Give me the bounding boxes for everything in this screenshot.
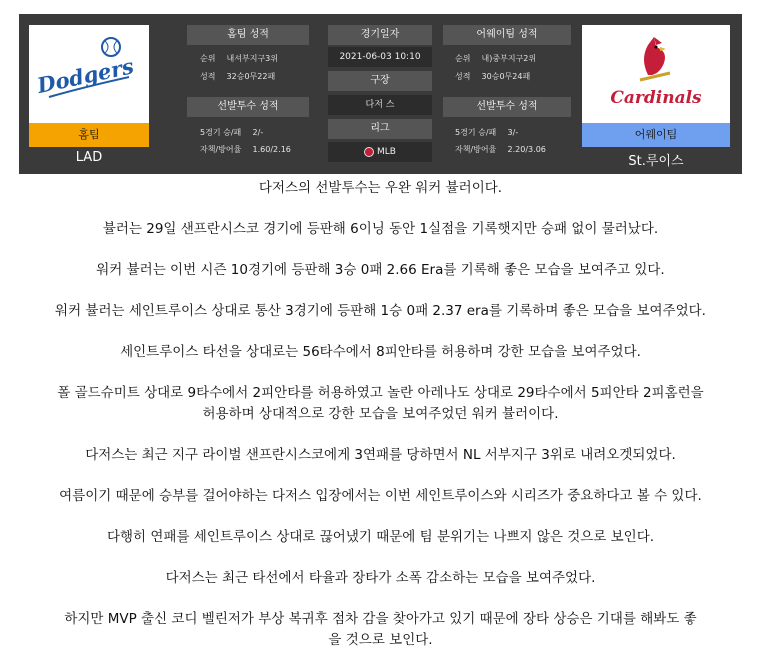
- away-pitcher-header: 선발투수 성적: [443, 97, 571, 117]
- cardinals-logo-icon: [582, 25, 730, 123]
- home-record-header: 홈팀 성적: [187, 25, 309, 45]
- away-rank-label: 순위: [455, 54, 471, 63]
- home-team-logo: [29, 25, 149, 123]
- article-paragraph: 뷸러는 29일 샌프란시스코 경기에 등판해 6이닝 동안 1실점을 기록햇지만 승패 없이 물러났다.: [102, 221, 659, 237]
- article-paragraph: 워커 뷸러는 이번 시즌 10경기에 등판해 3승 0패 2.66 Era를 기록해 좋은 모습을 보여주고 있다.: [96, 262, 665, 278]
- home-rank-label: 순위: [200, 54, 216, 63]
- article-paragraph: 폴 골드슈미트 상대로 9타수에서 2피안타를 허용하였고 놀란 아레나도 상대로 29타수에서 5피안타 2피홈런을: [57, 385, 704, 401]
- article-body: [0, 178, 761, 651]
- away-pitcher-era-label: 자책/방어율: [455, 145, 497, 154]
- article-paragraph: 하지만 MVP 출신 코디 벨린저가 부상 복귀후 점차 감을 찾아가고 있기 때문에 장타 상승은 기대를 해봐도 좋: [64, 611, 697, 627]
- away-record-row: [455, 69, 571, 85]
- article-paragraph: 다저스는 최근 타선에서 타율과 장타가 소폭 감소하는 모습을 보여주었다.: [165, 570, 596, 586]
- article-paragraph: 여름이기 때문에 승부를 걸어야하는 다저스 입장에서는 이번 세인트루이스와 시리즈가 중요하다고 볼 수 있다.: [59, 488, 702, 504]
- away-pitcher-games-value: 3/-: [507, 128, 519, 137]
- stadium-header: 구장: [328, 71, 432, 91]
- home-role-bar: 홈팀: [29, 123, 149, 147]
- article-paragraph: 다행히 연패를 세인트루이스 상대로 끊어냈기 때문에 팀 분위기는 나쁘지 않은 것으로 보인다.: [106, 529, 655, 545]
- stadium-value: 다저 스: [328, 95, 432, 115]
- home-pitcher-games-value: 2/-: [252, 128, 264, 137]
- article-paragraph: 허용하며 상대적으로 강한 모습을 보여주었던 워커 뷸러이다.: [202, 406, 559, 422]
- article-paragraph: 세인트루이스 타선을 상대로는 56타수에서 8피안타를 허용하며 강한 모습을 보여주었다.: [120, 344, 641, 360]
- home-pitcher-era-label: 자책/방어율: [200, 145, 242, 154]
- away-team-name: St.루이스: [628, 154, 684, 169]
- away-pitcher-games-row: [455, 125, 571, 141]
- home-rank-value: 내셔부지구3위: [226, 54, 279, 63]
- home-pitcher-era-row: [200, 142, 310, 158]
- dodgers-wordmark: Dodgers: [34, 53, 136, 99]
- mlb-icon: [364, 147, 374, 157]
- away-record-header: 어웨이팀 성적: [443, 25, 571, 45]
- cardinals-wordmark: Cardinals: [610, 88, 702, 108]
- article-paragraph: 다저스의 선발투수는 우완 워커 뷸러이다.: [258, 180, 503, 196]
- home-pitcher-header: 선발투수 성적: [187, 97, 309, 117]
- home-pitcher-games-label: 5경기 승/패: [200, 128, 242, 137]
- away-record-value: 30승0무24패: [481, 72, 531, 81]
- home-pitcher-era-value: 1.60/2.16: [252, 145, 291, 154]
- home-record-value: 32승0무22패: [226, 72, 276, 81]
- away-rank-row: [455, 51, 571, 67]
- league-value: MLB: [377, 147, 396, 157]
- away-pitcher-era-value: 2.20/3.06: [507, 145, 546, 154]
- dodgers-logo-icon: [29, 25, 149, 123]
- match-info-board: [19, 14, 742, 174]
- home-record-row: [200, 69, 310, 85]
- article-paragraph: 을 것으로 보인다.: [328, 632, 433, 648]
- article-paragraph: 다저스는 최근 지구 라이벌 샌프란시스코에게 3연패를 당하면서 NL 서부지구 3위로 내려오겟되었다.: [85, 447, 676, 463]
- article-paragraph: 워커 뷸러는 세인트루이스 상대로 통산 3경기에 등판해 1승 0패 2.37 era를 기록하며 좋은 모습을 보여주었다.: [55, 303, 706, 319]
- away-pitcher-games-label: 5경기 승/패: [455, 128, 497, 137]
- league-row: [328, 142, 432, 162]
- league-header: 리그: [328, 119, 432, 139]
- away-rank-value: 내)중부지구2위: [481, 54, 537, 63]
- game-date-value: 2021-06-03 10:10: [328, 47, 432, 67]
- home-rank-row: [200, 51, 310, 67]
- away-role-bar: 어웨이팀: [582, 123, 730, 147]
- home-record-label: 성적: [200, 72, 216, 81]
- away-record-label: 성적: [455, 72, 471, 81]
- home-pitcher-games-row: [200, 125, 310, 141]
- away-team-logo: [582, 25, 730, 123]
- away-pitcher-era-row: [455, 142, 571, 158]
- game-date-header: 경기일자: [328, 25, 432, 45]
- home-team-name: LAD: [75, 150, 103, 165]
